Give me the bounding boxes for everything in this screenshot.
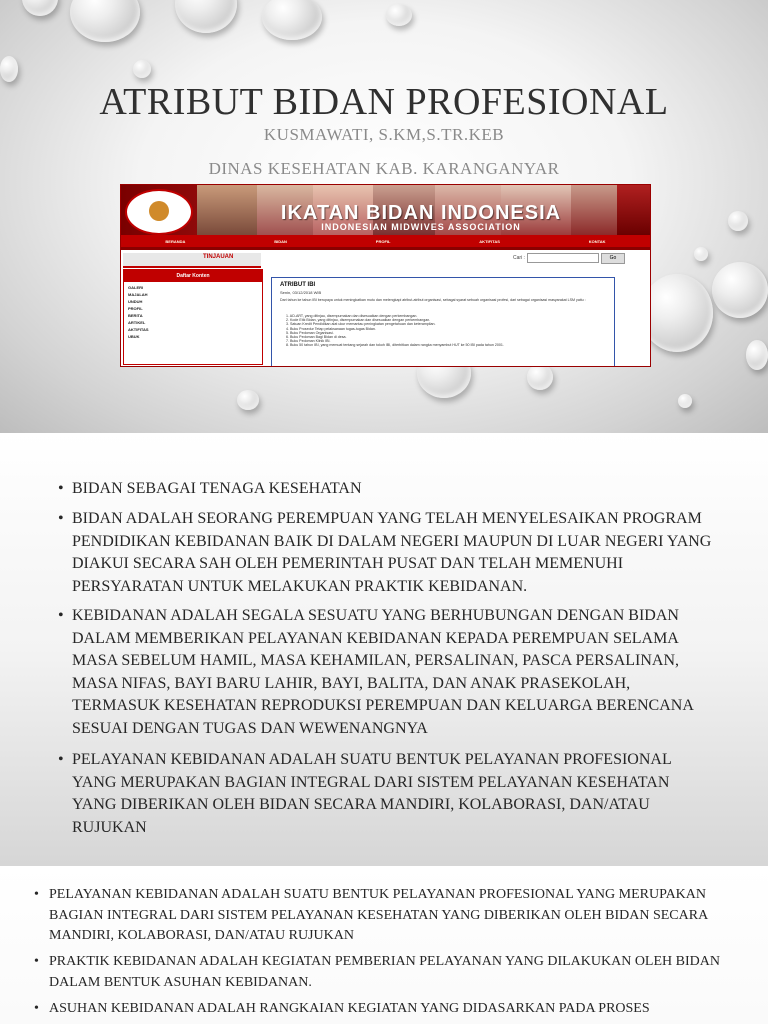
water-drop <box>386 4 412 26</box>
water-drop <box>746 340 768 370</box>
nav-item-profil: PROFIL <box>375 238 391 244</box>
water-drop <box>175 0 237 33</box>
bullet-text: BIDAN SEBAGAI TENAGA KESEHATAN <box>72 480 362 497</box>
nav-item-aktifitas: AKTIFITAS <box>479 238 500 244</box>
ibi-website-screenshot <box>120 184 651 367</box>
article-list-item: 5. Buku Pedoman Organisasi. <box>286 330 334 335</box>
search-input <box>527 253 599 263</box>
article-list <box>286 314 606 348</box>
bullet-text: BIDAN ADALAH SEORANG PEREMPUAN YANG TELAH MENYELESAIKAN PROGRAM PENDIDIKAN KEBIDANAN BAIK DI DALAM NEGERI MAUPUN DI LUAR NEGERI YANG DIAKUI SECARA SAH OLEH PEMERINTAH PUSAT DAN TELAH MEMENUHI PERSYARATAN UNTUK MELAKUKAN PRAKTIK KEBIDANAN. <box>72 510 712 595</box>
article-title: ATRIBUT IBI <box>280 282 316 288</box>
bullet-icon: • <box>58 510 64 527</box>
content-list-item: ARTIKEL <box>128 320 146 325</box>
website-nav <box>121 235 650 247</box>
content-list-title: Daftar Konten <box>124 270 262 282</box>
author-subtitle: KUSMAWATI, S.KM,S.TR.KEB <box>263 125 505 144</box>
content-list-item: BERITA <box>128 313 143 318</box>
article-panel <box>271 277 615 367</box>
content-list-item: UNDUH <box>128 299 143 304</box>
water-drop <box>694 247 708 261</box>
banner-subtitle: INDONESIAN MIDWIVES ASSOCIATION <box>321 222 521 232</box>
article-list-item: 1. AD-ART, yang ditinjau, disempurnakan dan disesuaikan dengan perkembangan. <box>286 314 418 318</box>
article-list-item: 3. Satuan Kredit Pendidikan alat ukur memantau peningkatan pengetahuan dan keterampilan. <box>286 322 436 327</box>
content-list-item: UBUK <box>128 334 140 339</box>
article-date: Senin, 03/12/2018 WIB <box>280 290 322 295</box>
nav-item-kontak: KONTAK <box>588 238 606 244</box>
article-list-item: 2. Kode Etik Bidan, yang ditinjau, disempurnakan dan disesuaikan dengan perkembangan. <box>286 318 431 323</box>
article-list-item: 4. Buku Prosedur Tetap pelaksanaan tugas-tugas Bidan. <box>286 326 376 331</box>
content-list-item: AKTIFITAS <box>128 327 149 332</box>
definitions-slide <box>0 433 768 866</box>
content-list <box>124 282 262 342</box>
bullet-icon: • <box>34 1001 39 1016</box>
search-label: Cari : <box>513 255 525 261</box>
water-drop <box>712 262 768 318</box>
section-tab-label: TINJAUAN <box>203 254 234 260</box>
bullet-text: ASUHAN KEBIDANAN ADALAH RANGKAIAN KEGIATAN YANG DIDASARKAN PADA PROSES <box>49 1001 650 1016</box>
article-list-item: 6. Buku Pedoman Bagi Bidan di desa. <box>286 335 347 340</box>
slide-title: ATRIBUT BIDAN PROFESIONAL <box>99 81 669 123</box>
water-drop <box>678 394 692 408</box>
article-list-item: 7. Buku Pedoman Klinik IBI. <box>286 339 331 344</box>
ibi-logo-icon <box>125 189 193 235</box>
bullet-text: KEBIDANAN ADALAH SEGALA SESUATU YANG BERHUBUNGAN DENGAN BIDAN DALAM MEMBERIKAN PELAYANAN KEBIDANAN KEPADA PEREMPUAN SELAMA MASA SEBELUM HAMIL, MASA KEHAMILAN, PERSALINAN, PASCA PERSALINAN, MASA NIFAS, BAYI BARU LAHIR, BAYI, BALITA, DAN ANAK PRASEKOLAH, TERMASUK KESEHATAN REPRODUKSI PEREMPUAN DAN KELUARGA BERENCANA SESUAI DENGAN TUGAS DAN WEWENANGNYA <box>72 607 693 737</box>
search-button: Go <box>601 253 625 264</box>
title-slide <box>0 0 768 433</box>
water-drop <box>133 60 151 78</box>
bullet-icon: • <box>58 751 64 768</box>
content-list-item: PROFIL <box>128 306 143 311</box>
nav-item-bidan: BIDAN <box>274 238 287 244</box>
water-drop <box>0 56 18 82</box>
water-drop <box>527 364 553 390</box>
practice-slide <box>0 866 768 1024</box>
water-drop <box>70 0 140 42</box>
bullet-icon: • <box>34 954 39 969</box>
bullet-icon: • <box>58 480 64 497</box>
nav-item-beranda: BERANDA <box>165 238 186 244</box>
organization-subtitle: DINAS KESEHATAN KAB. KARANGANYAR <box>208 159 560 178</box>
article-intro: Dari tahun ke tahun IBI berupaya untuk meningkatkan mutu dan melengkapi atribut-atribut organisasi, sebagai syarat sebuah organisasi profesi, dari sebagai organisasi masyarakat LSM yaitu : <box>280 298 586 302</box>
bullet-icon: • <box>58 607 64 624</box>
water-drop <box>262 0 322 40</box>
water-drop <box>641 274 713 352</box>
bullet-text: PRAKTIK KEBIDANAN ADALAH KEGIATAN PEMBERIAN PELAYANAN YANG DILAKUKAN OLEH BIDAN DALAM BENTUK ASUHAN KEBIDANAN. <box>49 954 720 990</box>
section-tab <box>123 253 261 268</box>
bullet-text: PELAYANAN KEBIDANAN ADALAH SUATU BENTUK PELAYANAN PROFESIONAL YANG MERUPAKAN BAGIAN INTEGRAL DARI SISTEM PELAYANAN KESEHATAN YANG DIBERIKAN OLEH BIDAN SECARA MANDIRI, KOLABORASI, DAN/ATAU RUJUKAN <box>72 751 672 836</box>
water-drop <box>22 0 58 16</box>
bullet-text: PELAYANAN KEBIDANAN ADALAH SUATU BENTUK PELAYANAN PROFESIONAL YANG MERUPAKAN BAGIAN INTEGRAL DARI SISTEM PELAYANAN KESEHATAN YANG DIBERIKAN OLEH BIDAN SECARA MANDIRI, KOLABORASI, DAN/ATAU RUJUKAN <box>49 887 708 943</box>
water-drop <box>237 390 259 410</box>
website-banner <box>121 185 650 235</box>
content-list-item: MAJALAH <box>128 292 148 297</box>
nav-divider <box>121 247 650 250</box>
bullet-icon: • <box>34 887 39 902</box>
content-list-item: GALERI <box>128 285 144 290</box>
article-list-item: 8. Buku 50 tahun IBI, yang memuat tentang sejarah dan tokoh IBI, diterbitkan dalam rangka menyambut HUT ke 50 IBI pada tahun 2001. <box>286 343 504 348</box>
water-drop <box>728 211 748 231</box>
banner-title: IKATAN BIDAN INDONESIA <box>280 202 562 224</box>
content-list-box <box>123 269 263 365</box>
